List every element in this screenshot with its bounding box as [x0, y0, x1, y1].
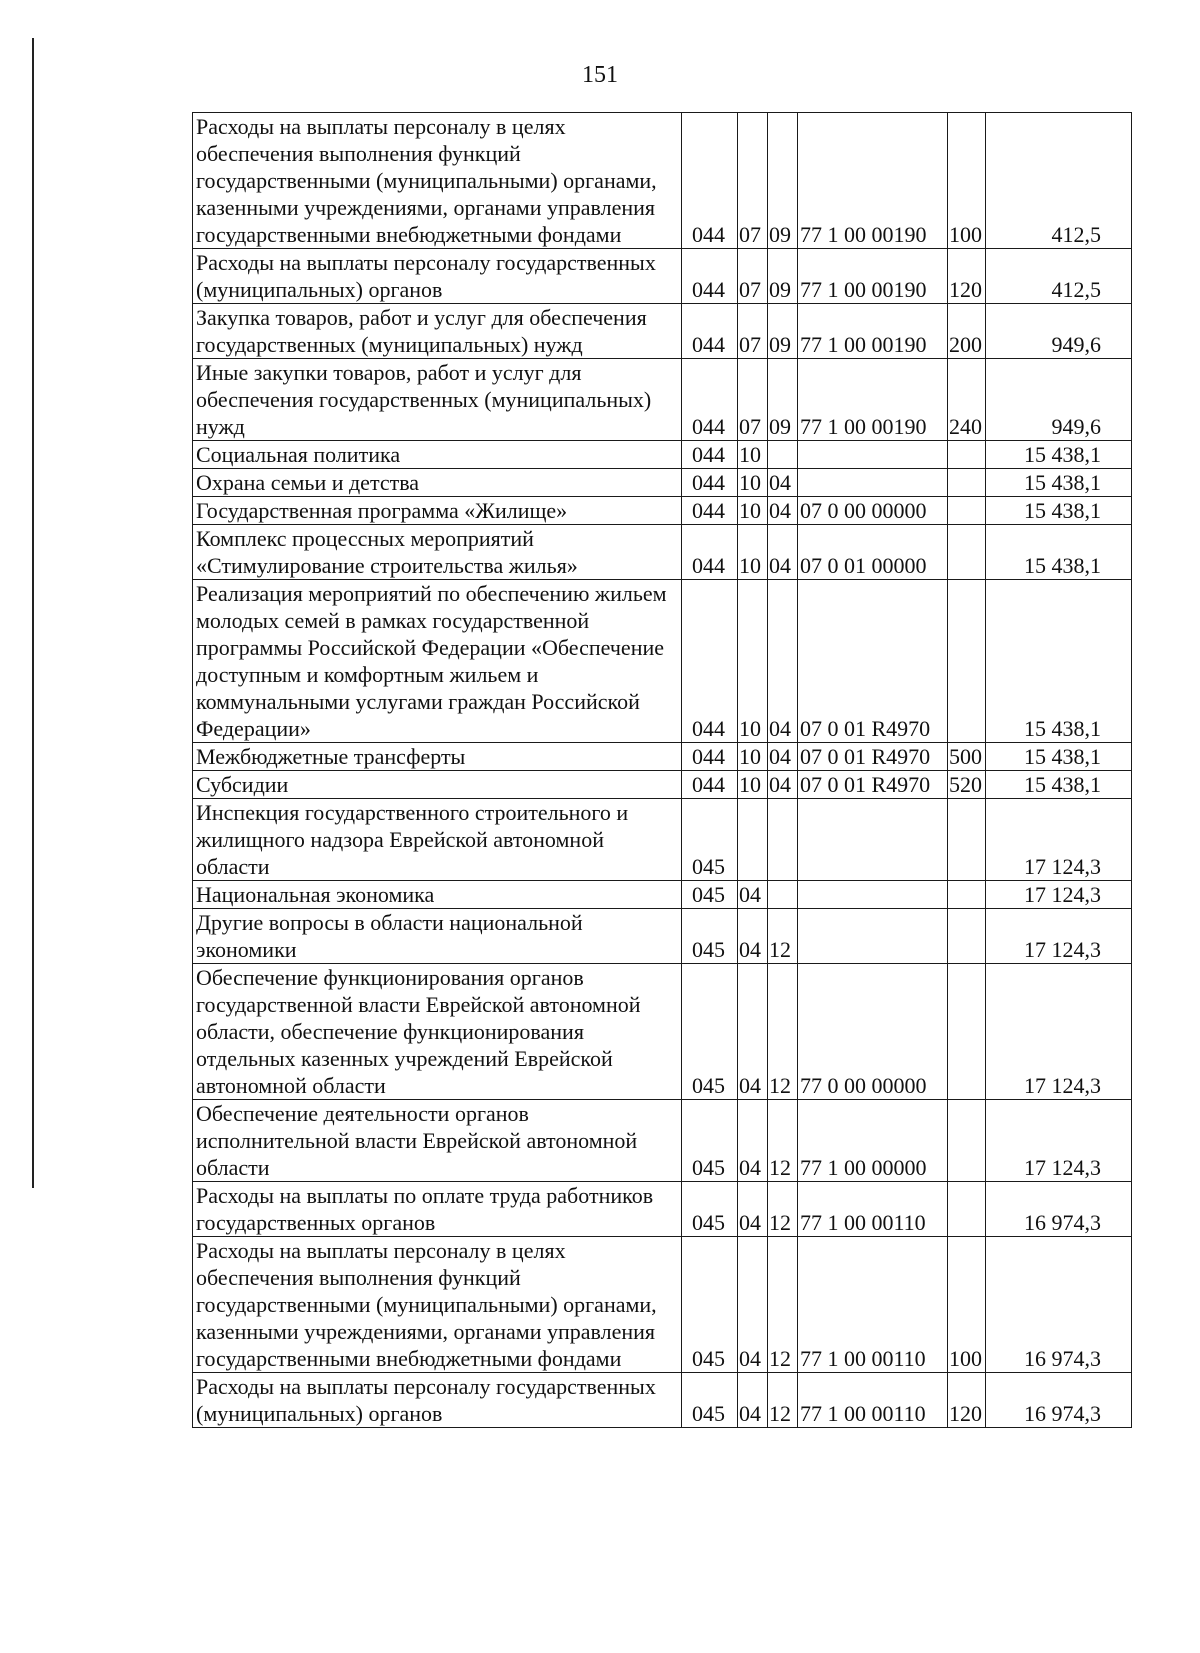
subsection-code	[768, 881, 798, 909]
section-code: 10	[738, 525, 768, 580]
row-name: Иные закупки товаров, работ и услуг для обеспечения государственных (муниципальных) нужд	[193, 359, 682, 441]
admin-code: 044	[682, 743, 738, 771]
target-article: 07 0 01 00000	[798, 525, 948, 580]
section-code: 04	[738, 1237, 768, 1373]
subsection-code	[768, 441, 798, 469]
target-article: 77 0 00 00000	[798, 964, 948, 1100]
table-row	[193, 1100, 1132, 1182]
amount: 15 438,1	[986, 469, 1132, 497]
expense-type	[948, 1182, 986, 1237]
subsection-code: 04	[768, 497, 798, 525]
table-row	[193, 441, 1132, 469]
section-code: 10	[738, 441, 768, 469]
subsection-code: 12	[768, 1373, 798, 1428]
table-row	[193, 497, 1132, 525]
target-article	[798, 441, 948, 469]
expense-type: 120	[948, 1373, 986, 1428]
expense-type: 100	[948, 1237, 986, 1373]
amount: 17 124,3	[986, 799, 1132, 881]
amount: 15 438,1	[986, 497, 1132, 525]
subsection-code: 04	[768, 743, 798, 771]
target-article: 77 1 00 00190	[798, 113, 948, 249]
expense-type: 200	[948, 304, 986, 359]
expense-type	[948, 525, 986, 580]
amount: 15 438,1	[986, 441, 1132, 469]
table-row	[193, 304, 1132, 359]
admin-code: 044	[682, 441, 738, 469]
section-code: 04	[738, 909, 768, 964]
admin-code: 044	[682, 304, 738, 359]
row-name: Инспекция государственного строительного и жилищного надзора Еврейской автономной области	[193, 799, 682, 881]
expense-type: 520	[948, 771, 986, 799]
table-row	[193, 1373, 1132, 1428]
table-row	[193, 580, 1132, 743]
row-name: Закупка товаров, работ и услуг для обеспечения государственных (муниципальных) нужд	[193, 304, 682, 359]
subsection-code: 04	[768, 525, 798, 580]
page-number: 151	[582, 62, 618, 88]
expense-type	[948, 580, 986, 743]
table-row	[193, 771, 1132, 799]
amount: 412,5	[986, 249, 1132, 304]
section-code: 10	[738, 771, 768, 799]
amount: 16 974,3	[986, 1373, 1132, 1428]
row-name: Национальная экономика	[193, 881, 682, 909]
table-row	[193, 909, 1132, 964]
amount: 15 438,1	[986, 771, 1132, 799]
subsection-code: 04	[768, 580, 798, 743]
section-code: 04	[738, 964, 768, 1100]
amount: 17 124,3	[986, 909, 1132, 964]
section-code: 10	[738, 469, 768, 497]
target-article: 77 1 00 00190	[798, 304, 948, 359]
table-row	[193, 469, 1132, 497]
table-row	[193, 799, 1132, 881]
row-name: Субсидии	[193, 771, 682, 799]
target-article: 07 0 01 R4970	[798, 580, 948, 743]
row-name: Межбюджетные трансферты	[193, 743, 682, 771]
table-row	[193, 359, 1132, 441]
expense-type	[948, 909, 986, 964]
table-row	[193, 1182, 1132, 1237]
budget-table	[192, 112, 1132, 1428]
row-name: Государственная программа «Жилище»	[193, 497, 682, 525]
target-article: 77 1 00 00110	[798, 1182, 948, 1237]
expense-type: 500	[948, 743, 986, 771]
row-name: Расходы на выплаты персоналу в целях обеспечения выполнения функций государственными (муниципальными) органами, казенными учреждениями, органами управления государственными внебюджетными фондами	[193, 113, 682, 249]
admin-code: 044	[682, 249, 738, 304]
target-article: 77 1 00 00190	[798, 359, 948, 441]
margin-line	[32, 38, 34, 1188]
table-row	[193, 743, 1132, 771]
row-name: Обеспечение функционирования органов государственной власти Еврейской автономной области, обеспечение функционирования отдельных казенных учреждений Еврейской автономной области	[193, 964, 682, 1100]
subsection-code	[768, 799, 798, 881]
target-article: 77 1 00 00110	[798, 1237, 948, 1373]
subsection-code: 09	[768, 249, 798, 304]
subsection-code: 04	[768, 771, 798, 799]
admin-code: 045	[682, 1237, 738, 1373]
subsection-code: 09	[768, 359, 798, 441]
expense-type	[948, 799, 986, 881]
section-code: 07	[738, 249, 768, 304]
row-name: Социальная политика	[193, 441, 682, 469]
admin-code: 044	[682, 580, 738, 743]
table-row	[193, 113, 1132, 249]
admin-code: 045	[682, 1373, 738, 1428]
section-code: 07	[738, 304, 768, 359]
subsection-code: 04	[768, 469, 798, 497]
admin-code: 044	[682, 113, 738, 249]
expense-type	[948, 881, 986, 909]
subsection-code: 12	[768, 1182, 798, 1237]
target-article	[798, 881, 948, 909]
expense-type	[948, 964, 986, 1100]
row-name: Расходы на выплаты персоналу государственных (муниципальных) органов	[193, 1373, 682, 1428]
budget-table-body	[193, 113, 1132, 1428]
table-row	[193, 881, 1132, 909]
admin-code: 044	[682, 771, 738, 799]
amount: 15 438,1	[986, 743, 1132, 771]
expense-type	[948, 1100, 986, 1182]
section-code: 07	[738, 113, 768, 249]
admin-code: 044	[682, 469, 738, 497]
target-article: 07 0 01 R4970	[798, 771, 948, 799]
admin-code: 045	[682, 1100, 738, 1182]
row-name: Другие вопросы в области национальной экономики	[193, 909, 682, 964]
section-code	[738, 799, 768, 881]
subsection-code: 09	[768, 113, 798, 249]
section-code: 04	[738, 1373, 768, 1428]
amount: 17 124,3	[986, 881, 1132, 909]
amount: 412,5	[986, 113, 1132, 249]
row-name: Охрана семьи и детства	[193, 469, 682, 497]
expense-type: 100	[948, 113, 986, 249]
amount: 16 974,3	[986, 1182, 1132, 1237]
expense-type	[948, 497, 986, 525]
expense-type	[948, 441, 986, 469]
table-row	[193, 964, 1132, 1100]
row-name: Комплекс процессных мероприятий «Стимулирование строительства жилья»	[193, 525, 682, 580]
section-code: 10	[738, 743, 768, 771]
target-article: 07 0 00 00000	[798, 497, 948, 525]
admin-code: 044	[682, 525, 738, 580]
row-name: Расходы на выплаты персоналу в целях обеспечения выполнения функций государственными (муниципальными) органами, казенными учреждениями, органами управления государственными внебюджетными фондами	[193, 1237, 682, 1373]
subsection-code: 12	[768, 909, 798, 964]
target-article: 77 1 00 00110	[798, 1373, 948, 1428]
subsection-code: 12	[768, 1100, 798, 1182]
target-article: 07 0 01 R4970	[798, 743, 948, 771]
section-code: 04	[738, 1100, 768, 1182]
row-name: Расходы на выплаты персоналу государственных (муниципальных) органов	[193, 249, 682, 304]
subsection-code: 12	[768, 1237, 798, 1373]
admin-code: 045	[682, 1182, 738, 1237]
target-article: 77 1 00 00000	[798, 1100, 948, 1182]
admin-code: 045	[682, 964, 738, 1100]
admin-code: 045	[682, 881, 738, 909]
expense-type	[948, 469, 986, 497]
amount: 16 974,3	[986, 1237, 1132, 1373]
amount: 15 438,1	[986, 525, 1132, 580]
section-code: 04	[738, 881, 768, 909]
subsection-code: 12	[768, 964, 798, 1100]
row-name: Расходы на выплаты по оплате труда работников государственных органов	[193, 1182, 682, 1237]
admin-code: 044	[682, 359, 738, 441]
target-article	[798, 469, 948, 497]
expense-type: 240	[948, 359, 986, 441]
admin-code: 045	[682, 799, 738, 881]
table-row	[193, 249, 1132, 304]
amount: 949,6	[986, 359, 1132, 441]
target-article	[798, 909, 948, 964]
amount: 17 124,3	[986, 964, 1132, 1100]
subsection-code: 09	[768, 304, 798, 359]
table-row	[193, 1237, 1132, 1373]
amount: 949,6	[986, 304, 1132, 359]
table-row	[193, 525, 1132, 580]
section-code: 07	[738, 359, 768, 441]
target-article: 77 1 00 00190	[798, 249, 948, 304]
row-name: Реализация мероприятий по обеспечению жильем молодых семей в рамках государственной программы Российской Федерации «Обеспечение доступным и комфортным жильем и коммунальными услугами граждан Российской Федерации»	[193, 580, 682, 743]
amount: 17 124,3	[986, 1100, 1132, 1182]
section-code: 04	[738, 1182, 768, 1237]
section-code: 10	[738, 497, 768, 525]
amount: 15 438,1	[986, 580, 1132, 743]
row-name: Обеспечение деятельности органов исполнительной власти Еврейской автономной области	[193, 1100, 682, 1182]
target-article	[798, 799, 948, 881]
expense-type: 120	[948, 249, 986, 304]
admin-code: 044	[682, 497, 738, 525]
section-code: 10	[738, 580, 768, 743]
admin-code: 045	[682, 909, 738, 964]
